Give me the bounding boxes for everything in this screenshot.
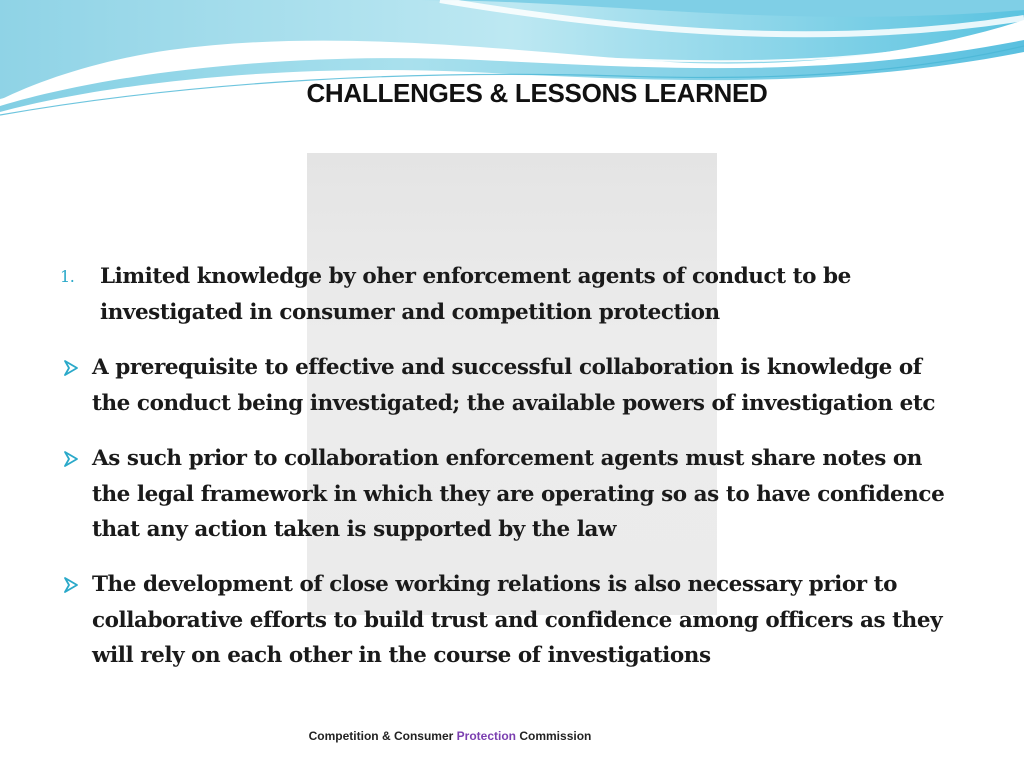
footer-text-part1: Competition & Consumer — [308, 729, 454, 743]
item-line: The development of close working relations is also necessary prior to — [92, 572, 898, 597]
item-line: investigated in consumer and competition protection — [100, 299, 720, 325]
footer-text-part2: Commission — [519, 729, 592, 743]
footer-highlight-word: Protection — [456, 729, 516, 743]
slide-title: CHALLENGES & LESSONS LEARNED — [306, 78, 768, 108]
list-item — [92, 441, 944, 548]
arrow-bullet-icon — [62, 576, 80, 594]
item-number: 1. — [60, 267, 75, 286]
item-line: Limited knowledge by oher enforcement agents of conduct to be — [100, 264, 851, 289]
item-line: will rely on each other in the course of investigations — [92, 643, 711, 668]
arrow-bullet-icon — [62, 450, 80, 468]
list-item — [92, 350, 935, 421]
item-line: A prerequisite to effective and successful collaboration is knowledge of — [92, 355, 922, 380]
list-item — [60, 259, 851, 330]
item-line: that any action taken is supported by the law — [92, 517, 617, 542]
item-line: the conduct being investigated; the available powers of investigation etc — [92, 390, 936, 416]
item-line: the legal framework in which they are operating so as to have confidence — [92, 481, 945, 507]
list-item — [92, 567, 942, 674]
arrow-bullet-icon — [62, 359, 80, 377]
footer-organization — [0, 729, 962, 743]
item-line: As such prior to collaboration enforcement agents must share notes on — [92, 446, 922, 471]
item-line: collaborative efforts to build trust and confidence among officers as they — [92, 607, 943, 633]
